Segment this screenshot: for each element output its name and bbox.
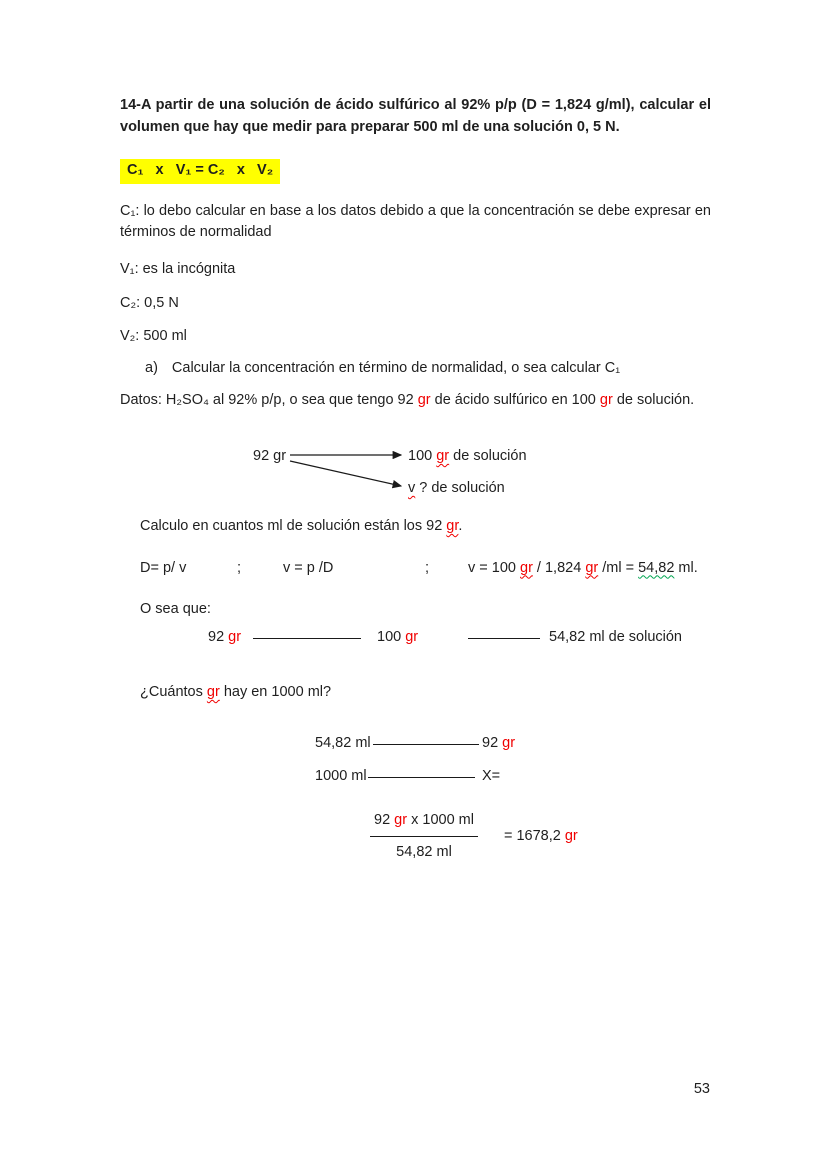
text-segment: 92 xyxy=(374,811,395,828)
problem-statement: 14-A partir de una solución de ácido sulfúrico al 92% p/p (D = 1,824 g/ml), calcular el volumen que hay que medir para preparar 500 ml de una solución 0, 5 N. xyxy=(120,97,711,135)
calculo-line xyxy=(140,516,711,538)
gr-red-text: gr xyxy=(417,391,431,408)
final-calculation xyxy=(370,810,711,864)
fraction xyxy=(370,810,478,864)
list-item-a xyxy=(145,358,711,380)
mass-to-solution-diagram xyxy=(120,444,711,506)
text-segment: x 1000 ml xyxy=(407,811,474,828)
fraction-denominator: 54,82 ml xyxy=(370,836,478,864)
gr-red-text: gr xyxy=(520,559,533,576)
value-green-squiggle: 54,82 xyxy=(638,559,675,576)
rule-of-three-table xyxy=(120,733,711,788)
c2-definition: C₂: 0,5 N xyxy=(120,295,179,311)
proportion-row xyxy=(120,627,711,649)
fraction-numerator xyxy=(370,810,478,837)
proportion-result: 54,82 ml de solución xyxy=(549,629,682,645)
gr-red-text: gr xyxy=(502,734,516,751)
text-segment: de solución xyxy=(449,448,527,464)
fraction-result xyxy=(504,826,578,848)
gr-red-text: gr xyxy=(405,629,419,645)
gr-red-text: gr xyxy=(228,629,242,645)
text-segment: /ml = xyxy=(598,559,639,576)
rule-of-three-row xyxy=(120,766,711,788)
v2-definition: V₂: 500 ml xyxy=(120,327,187,344)
page-content xyxy=(120,95,711,864)
page-number: 53 xyxy=(693,1081,710,1097)
proportion-line xyxy=(253,638,361,639)
rule-of-three-row xyxy=(120,733,711,755)
diagram-100gr-label xyxy=(408,446,527,468)
cuantos-question xyxy=(140,682,711,704)
text-segment: ¿Cuántos xyxy=(140,684,207,700)
gr-red-text: gr xyxy=(446,518,459,534)
text-segment: = 1678,2 xyxy=(503,827,565,844)
text-segment: de solución. xyxy=(612,391,695,408)
density-eq1: D= p/ v xyxy=(140,559,187,576)
proportion-line xyxy=(368,777,475,778)
highlighted-formula xyxy=(120,159,711,184)
datos-paragraph xyxy=(120,390,711,412)
proportion-100gr xyxy=(377,627,418,649)
v1-definition: V₁: es la incógnita xyxy=(120,260,236,277)
c1-definition: C₁: lo debo calcular en base a los datos debido a que la concentración se debe expresar en términos de normalidad xyxy=(120,202,711,240)
text-segment: de ácido sulfúrico en 100 xyxy=(430,391,600,408)
gr-red-text: gr xyxy=(436,448,450,464)
text-segment: Datos: H₂SO₄ al 92% p/p, o sea que tengo 92 xyxy=(120,391,418,408)
arrow-to-v xyxy=(290,461,401,486)
gr-red-text: gr xyxy=(599,391,613,408)
diagram-92gr-label: 92 gr xyxy=(253,448,287,464)
text-segment: / 1,824 xyxy=(532,559,586,576)
text-segment: 100 xyxy=(408,448,437,464)
text-segment: 92 xyxy=(208,629,229,645)
separator-semicolon: ; xyxy=(237,559,242,576)
diagram-v-label xyxy=(408,478,505,500)
gr-red-text: gr xyxy=(564,827,578,844)
list-item-a-text: Calcular la concentración en término de normalidad, o sea calcular C₁ xyxy=(171,360,621,376)
gr-red-text: gr xyxy=(585,559,599,576)
density-eq2: v = p /D xyxy=(283,559,334,576)
gr-red-text: gr xyxy=(206,684,220,700)
text-segment: 92 xyxy=(482,734,503,751)
osea-line: O sea que: xyxy=(140,600,211,617)
list-item-a-label: a) xyxy=(145,360,158,376)
text-segment: 100 xyxy=(377,629,406,645)
row1-right-value xyxy=(482,733,515,755)
text-segment: Calculo en cuantos ml de solución están los 92 xyxy=(140,518,447,534)
text-segment: ml. xyxy=(674,559,698,576)
row2-left-value: 1000 ml xyxy=(315,768,367,784)
proportion-line xyxy=(468,638,540,639)
text-segment: . xyxy=(458,518,463,534)
text-segment: ? de solución xyxy=(415,480,505,496)
density-formula-line xyxy=(120,558,711,580)
dilution-formula-text: C₁ x V₁ = C₂ x V₂ xyxy=(120,159,280,184)
separator-semicolon: ; xyxy=(425,559,430,576)
text-segment: v = 100 xyxy=(468,559,520,576)
v-squiggle-text: v xyxy=(408,480,416,496)
proportion-line xyxy=(373,744,479,745)
row2-right-value: X= xyxy=(482,768,501,784)
gr-red-text: gr xyxy=(394,811,408,828)
proportion-92gr xyxy=(208,627,241,649)
text-segment: hay en 1000 ml? xyxy=(219,684,332,700)
row1-left-value: 54,82 ml xyxy=(315,734,371,751)
density-eq3 xyxy=(468,558,698,580)
